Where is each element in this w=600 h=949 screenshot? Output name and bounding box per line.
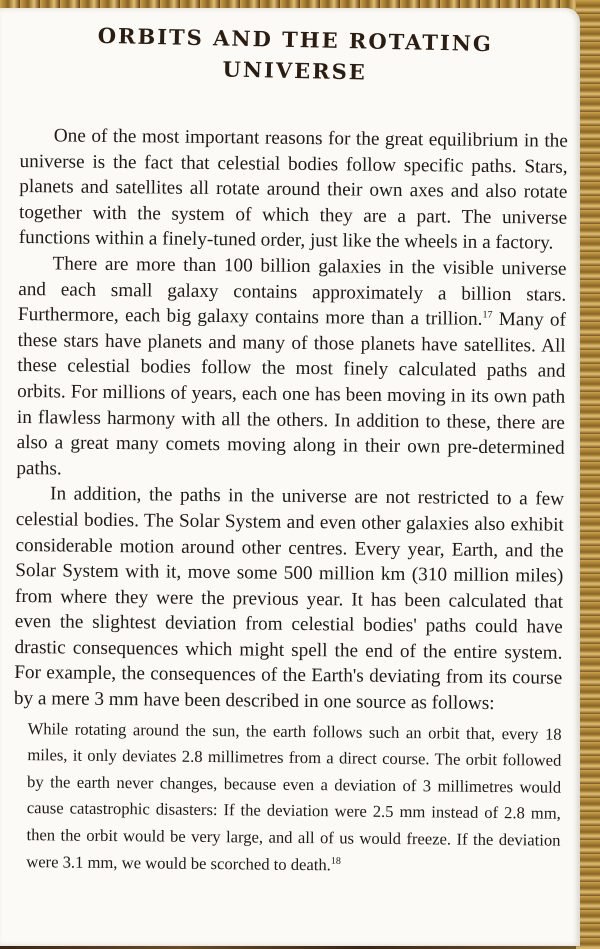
block-quote [26,716,562,881]
paragraph-2-end: Many of these stars have planets and many of those planets have satellites. All these celestial bodies follow the most finely calculated paths and orbits. For millions of years, each one has been moving in its own path in flawless harmony with all the others. In addition to these, there are also a great many comets moving along in their own pre-determined paths. [16,309,567,480]
quote-text: While rotating around the sun, the earth follows such an orbit that, every 18 miles, it only deviates 2.8 millimetres from a direct course. The orbit followed by the earth never changes, because even a deviation of 3 millimetres would cause catastrophic disasters: If the deviation were 2.5 mm instead of 2.8 mm, then the orbit would be very large, and all of us would freeze. If the deviation were 3.1 mm, we would be scorched to death. [26,718,562,874]
paragraph-1: One of the most important reasons for the great equilibrium in the universe is the fact that celestial bodies follow specific paths. Stars, planets and satellites all rotate around their own axes and also rotate together with the system of which they are a part. The universe functions within a finely-tuned order, just like the wheels in a factory. [18,125,568,254]
paragraph-3: In addition, the paths in the universe are not restricted to a few celestial bodies. The Solar System and even other galaxies also exhibit considerable motion around other centres. Every year, Earth, and the Solar System with it, move some 500 million km (310 million miles) from where they were the previous year. It has been calculated that even the slightest deviation from celestial bodies' paths could have drastic consequences which might spell the end of the entire system. For example, the consequences of the Earth's deviating from its course by a mere 3 mm have been described in one source as follows: [13,483,565,715]
book-page [0,8,580,946]
footnote-ref-18: 18 [330,855,341,867]
body-text [12,123,568,881]
footnote-ref-17: 17 [482,309,493,321]
paragraph-2 [16,251,566,487]
paragraph-2-start: There are more than 100 billion galaxies in the visible universe and each small galaxy contains approximately a billion stars. Furthermore, each big galaxy contains more than a trillion. [17,253,567,331]
chapter-title: ORBITS AND THE ROTATING UNIVERSE [97,22,494,85]
